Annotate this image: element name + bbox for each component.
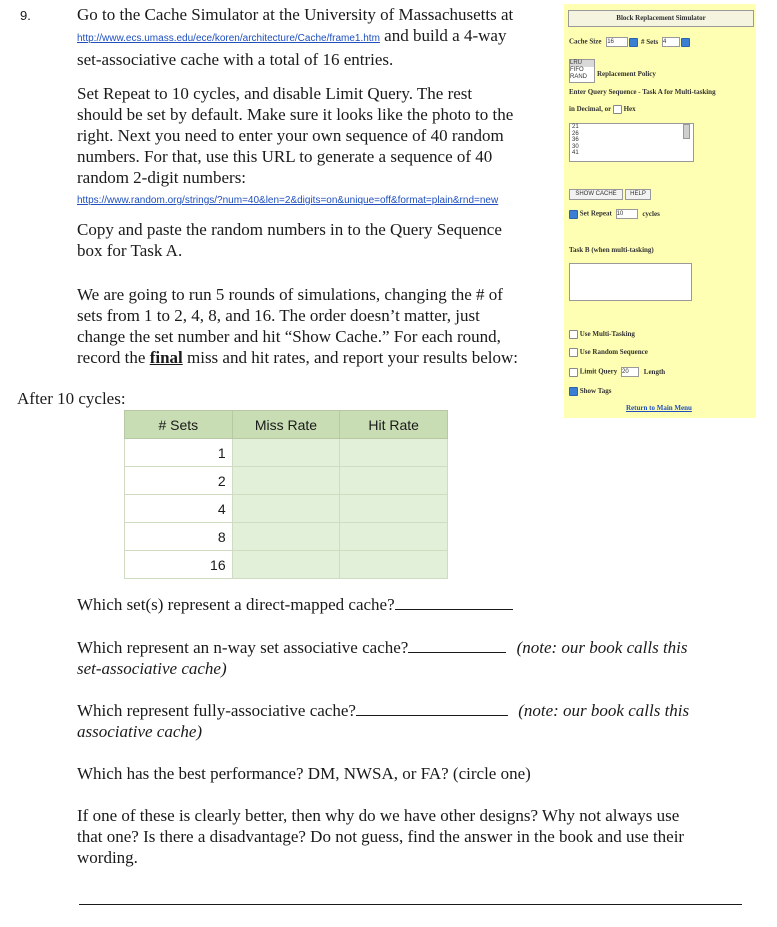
answer-line[interactable] bbox=[79, 904, 742, 905]
query-value: 26 bbox=[572, 130, 579, 137]
paragraph-line: If one of these is clearly better, then why do we have other designs? Why not always use bbox=[77, 806, 680, 825]
paragraph-line: wording. bbox=[77, 848, 138, 867]
query-sequence-textarea[interactable] bbox=[569, 123, 694, 162]
question-text: Which represent an n-way set associative cache? bbox=[77, 638, 409, 657]
cache-config-row bbox=[569, 37, 690, 47]
use-multitasking-row bbox=[569, 330, 635, 339]
miss-rate-cell[interactable] bbox=[232, 523, 340, 551]
paragraph-line: Copy and paste the random numbers in to the Query Sequence bbox=[77, 220, 502, 239]
hit-rate-cell[interactable] bbox=[340, 467, 448, 495]
show-tags-row bbox=[569, 387, 611, 396]
limit-query-row bbox=[569, 367, 665, 377]
answer-blank[interactable] bbox=[395, 609, 513, 610]
paragraph-line: should be set by default. Make sure it looks like the photo to the bbox=[77, 105, 514, 124]
answer-blank[interactable] bbox=[356, 715, 508, 716]
sets-value: 4 bbox=[663, 39, 667, 45]
miss-rate-cell[interactable] bbox=[232, 495, 340, 523]
note-text: (note: our book calls this bbox=[516, 638, 688, 657]
paragraph-line: sets from 1 to 2, 4, 8, and 16. The order doesn’t matter, just bbox=[77, 306, 480, 325]
limit-query-checkbox[interactable] bbox=[569, 368, 578, 377]
task-b-label: Task B (when multi-tasking) bbox=[569, 246, 654, 254]
header-hit-rate: Hit Rate bbox=[340, 411, 448, 439]
paragraph-text: and build a 4-way bbox=[384, 26, 507, 45]
hit-rate-cell[interactable] bbox=[340, 551, 448, 579]
table-row bbox=[125, 439, 448, 467]
hit-rate-cell[interactable] bbox=[340, 439, 448, 467]
question-direct-mapped bbox=[77, 594, 513, 615]
note-text: set-associative cache) bbox=[77, 659, 227, 678]
simulator-title: Block Replacement Simulator bbox=[568, 10, 754, 27]
table-row bbox=[125, 551, 448, 579]
sets-cell: 1 bbox=[125, 439, 233, 467]
sets-cell: 16 bbox=[125, 551, 233, 579]
query-sequence-label: Enter Query Sequence - Task A for Multi-tasking bbox=[569, 88, 716, 96]
set-repeat-value: 10 bbox=[616, 211, 624, 217]
cache-simulator-link[interactable]: http://www.ecs.umass.edu/ece/koren/architecture/Cache/frame1.htm bbox=[77, 33, 380, 44]
policy-option[interactable]: LRU bbox=[570, 60, 594, 67]
hex-label: Hex bbox=[623, 105, 636, 114]
paragraph-line: change the set number and hit “Show Cache.” For each round, bbox=[77, 327, 501, 346]
task-b-textarea[interactable] bbox=[569, 263, 692, 301]
question-fully-associative bbox=[77, 700, 689, 742]
limit-query-label: Limit Query bbox=[579, 367, 618, 376]
hit-rate-cell[interactable] bbox=[340, 523, 448, 551]
paragraph-line: random 2-digit numbers: bbox=[77, 168, 247, 187]
policy-option[interactable]: FIFO bbox=[570, 67, 584, 73]
sets-label: # Sets bbox=[640, 37, 659, 46]
miss-rate-cell[interactable] bbox=[232, 439, 340, 467]
hit-rate-cell[interactable] bbox=[340, 495, 448, 523]
sets-input[interactable] bbox=[662, 37, 680, 47]
paragraph-line: We are going to run 5 rounds of simulations, changing the # of bbox=[77, 285, 503, 304]
textarea-scrollbar[interactable] bbox=[683, 124, 690, 139]
simulator-panel bbox=[564, 4, 756, 418]
answer-blank[interactable] bbox=[408, 652, 506, 653]
set-repeat-checkbox[interactable] bbox=[569, 210, 578, 219]
cache-size-input[interactable] bbox=[606, 37, 628, 47]
question-number: 9. bbox=[20, 8, 31, 23]
after-cycles-label: After 10 cycles: bbox=[17, 389, 126, 408]
results-table bbox=[124, 410, 448, 579]
length-label: Length bbox=[643, 367, 666, 376]
show-cache-button[interactable]: SHOW CACHE bbox=[569, 189, 623, 200]
header-sets: # Sets bbox=[125, 411, 233, 439]
note-text: (note: our book calls this bbox=[518, 701, 690, 720]
limit-query-input[interactable] bbox=[621, 367, 639, 377]
sets-cell: 2 bbox=[125, 467, 233, 495]
replacement-policy-label: Replacement Policy bbox=[597, 70, 656, 78]
cycles-label: cycles bbox=[642, 209, 660, 218]
use-multitasking-checkbox[interactable] bbox=[569, 330, 578, 339]
emphasis-final: final bbox=[149, 348, 183, 367]
miss-rate-cell[interactable] bbox=[232, 467, 340, 495]
chevron-down-icon[interactable] bbox=[629, 38, 638, 47]
paragraph-line: Set Repeat to 10 cycles, and disable Limit Query. The rest bbox=[77, 84, 473, 103]
show-tags-label: Show Tags bbox=[579, 387, 612, 396]
question-disadvantage bbox=[77, 805, 684, 868]
paragraph-line: that one? Is there a disadvantage? Do not guess, find the answer in the book and use their bbox=[77, 827, 685, 846]
query-value: 30 bbox=[572, 143, 579, 150]
chevron-down-icon[interactable] bbox=[681, 38, 690, 47]
question-best-performance: Which has the best performance? DM, NWSA, or FA? (circle one) bbox=[77, 764, 531, 783]
set-repeat-row bbox=[569, 209, 660, 219]
paragraph-text: record the bbox=[77, 348, 146, 367]
question-set-associative bbox=[77, 637, 688, 679]
paragraph-text: miss and hit rates, and report your results below: bbox=[187, 348, 518, 367]
hex-radio[interactable] bbox=[613, 105, 622, 114]
set-repeat-label: Set Repeat bbox=[579, 209, 612, 218]
question-paragraph-2 bbox=[77, 83, 562, 211]
policy-option[interactable]: RAND bbox=[570, 74, 588, 80]
question-paragraph-4 bbox=[77, 284, 518, 368]
show-tags-checkbox[interactable] bbox=[569, 387, 578, 396]
paragraph-line: box for Task A. bbox=[77, 241, 183, 260]
paragraph-line: numbers. For that, use this URL to generate a sequence of 40 bbox=[77, 147, 493, 166]
cache-size-value: 16 bbox=[607, 39, 614, 45]
use-random-label: Use Random Sequence bbox=[579, 348, 648, 357]
header-miss-rate: Miss Rate bbox=[232, 411, 340, 439]
query-value: 36 bbox=[572, 137, 579, 143]
note-text: associative cache) bbox=[77, 722, 203, 741]
limit-query-value: 20 bbox=[622, 369, 629, 375]
table-row bbox=[125, 467, 448, 495]
use-random-checkbox[interactable] bbox=[569, 348, 578, 357]
paragraph-line: Go to the Cache Simulator at the University of Massachusetts at bbox=[77, 5, 514, 24]
input-format-row bbox=[569, 105, 636, 114]
set-repeat-input[interactable] bbox=[616, 209, 638, 219]
sets-cell: 8 bbox=[125, 523, 233, 551]
replacement-policy-list[interactable] bbox=[569, 59, 595, 83]
question-text: Which set(s) represent a direct-mapped cache? bbox=[77, 595, 395, 614]
paragraph-line: set-associative cache with a total of 16 entries. bbox=[77, 50, 394, 69]
question-paragraph-3 bbox=[77, 219, 502, 261]
cache-size-label: Cache Size bbox=[569, 37, 602, 46]
return-main-menu-link[interactable]: Return to Main Menu bbox=[626, 404, 692, 412]
decimal-label: in Decimal, or bbox=[569, 105, 612, 114]
query-value: 21 bbox=[572, 124, 579, 130]
question-paragraph-1 bbox=[77, 4, 557, 70]
use-multitasking-label: Use Multi-Tasking bbox=[579, 330, 635, 339]
table-row bbox=[125, 523, 448, 551]
question-text: Which represent fully-associative cache? bbox=[77, 701, 356, 720]
help-button[interactable]: HELP bbox=[625, 189, 651, 200]
sets-cell: 4 bbox=[125, 495, 233, 523]
paragraph-line: right. Next you need to enter your own sequence of 40 random bbox=[77, 126, 504, 145]
random-org-link[interactable]: https://www.random.org/strings/?num=40&len=2&digits=on&unique=off&format=plain&rnd=new bbox=[77, 195, 499, 206]
use-random-row bbox=[569, 348, 648, 357]
miss-rate-cell[interactable] bbox=[232, 551, 340, 579]
query-value: 41 bbox=[572, 150, 579, 156]
table-row bbox=[125, 495, 448, 523]
table-header-row bbox=[125, 411, 448, 439]
